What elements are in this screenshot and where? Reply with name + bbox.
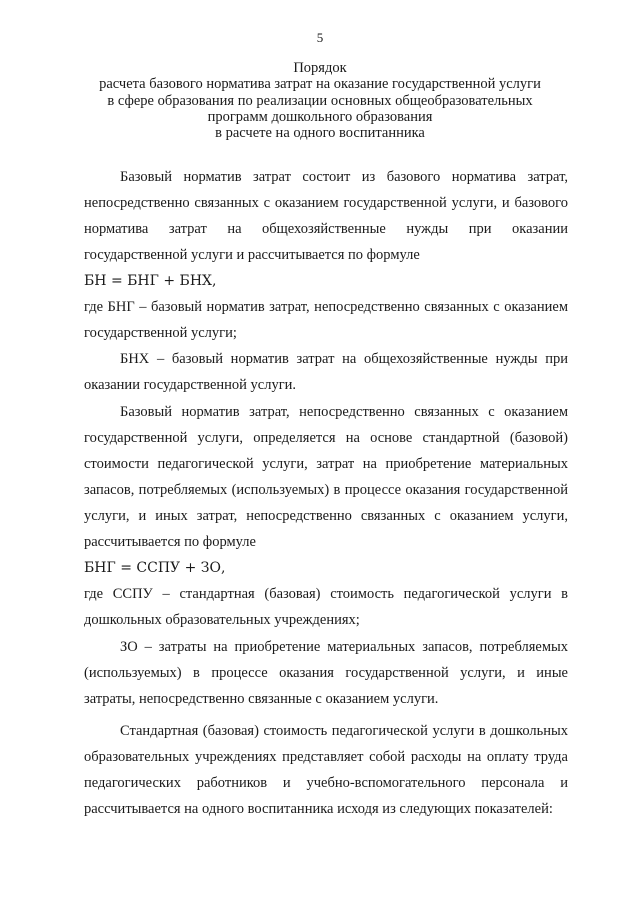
- paragraph-bnh-definition: БНХ – базовый норматив затрат на общехозяйственные нужды при оказании государственной услуги.: [84, 351, 568, 393]
- page-number: 5: [316, 30, 324, 45]
- paragraph-bng-definition: где БНГ – базовый норматив затрат, непосредственно связанных с оказанием государственной услуги;: [84, 299, 568, 341]
- formula-bn: БН = БНГ + БНХ,: [84, 273, 217, 289]
- title-line-5: в расчете на одного воспитанника: [215, 125, 425, 142]
- paragraph-standard-cost: Стандартная (базовая) стоимость педагогической услуги в дошкольных образовательных учреждениях представляет собой расходы на оплату труда педагогических работников и учебно-вспомогательного персонала и рассчитывается на одного воспитанника исходя из следующих показателей:: [84, 723, 568, 817]
- title-line-3: в сфере образования по реализации основных общеобразовательных: [107, 92, 533, 109]
- document-body: [84, 164, 568, 822]
- title-line-1: Порядок: [293, 60, 347, 76]
- paragraph-sspu-definition: где ССПУ – стандартная (базовая) стоимость педагогической услуги в дошкольных образовательных учреждениях;: [84, 586, 568, 628]
- formula-bng: БНГ = ССПУ + ЗО,: [84, 560, 226, 576]
- paragraph-zo-definition: ЗО – затраты на приобретение материальных запасов, потребляемых (используемых) в процессе оказания государственной услуги, и иные затраты, непосредственно связанные с оказанием услуги.: [84, 639, 568, 707]
- document-title: [60, 60, 580, 141]
- paragraph-direct-costs: Базовый норматив затрат, непосредственно связанных с оказанием государственной услуги, определяется на основе стандартной (базовой) стоимости педагогической услуги, затрат на приобретение материальных запасов, потребляемых (используемых) в процессе оказания государственной услуги, и иных затрат, непосредственно связанных с оказанием услуги, рассчитывается по формуле: [84, 404, 568, 550]
- title-line-4: программ дошкольного образования: [207, 108, 433, 125]
- paragraph-base-norm: Базовый норматив затрат состоит из базового норматива затрат, непосредственно связанных с оказанием государственной услуги, и базового норматива затрат на общехозяйственные нужды при оказании государственной услуги и рассчитывается по формуле: [84, 169, 568, 263]
- title-line-2: расчета базового норматива затрат на оказание государственной услуги: [99, 76, 541, 93]
